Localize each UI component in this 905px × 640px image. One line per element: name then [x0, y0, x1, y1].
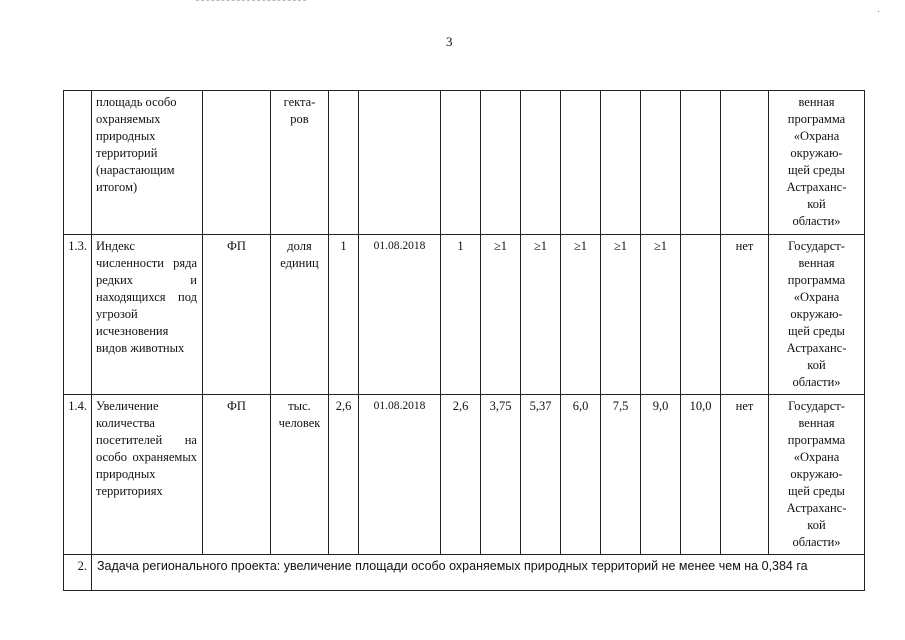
- unit: гекта- ров: [271, 91, 329, 235]
- value-2021: ≥1: [521, 235, 561, 395]
- table-row: [64, 235, 865, 395]
- flag: [721, 91, 769, 235]
- indicators-table: [63, 90, 865, 591]
- indicator-type: ФП: [203, 395, 271, 555]
- task-row: [64, 555, 865, 591]
- value-2024: [641, 91, 681, 235]
- value-2023: [601, 91, 641, 235]
- value-extra: [681, 91, 721, 235]
- row-number: [64, 91, 92, 235]
- value-2021: [521, 91, 561, 235]
- value-2020: ≥1: [481, 235, 521, 395]
- value-extra: [681, 235, 721, 395]
- value-2022: [561, 91, 601, 235]
- value-extra: 10,0: [681, 395, 721, 555]
- base-value: 2,6: [329, 395, 359, 555]
- value-2019: 2,6: [441, 395, 481, 555]
- scan-artifact-top: [196, 0, 306, 3]
- table-row: [64, 91, 865, 235]
- value-2020: [481, 91, 521, 235]
- value-2023: ≥1: [601, 235, 641, 395]
- indicator-name: Индекс численности ряда редких и находящихся под угрозой исчезновения видов животных: [92, 235, 203, 395]
- base-value: [329, 91, 359, 235]
- base-date: [359, 91, 441, 235]
- table-row: [64, 395, 865, 555]
- value-2021: 5,37: [521, 395, 561, 555]
- row-number: 1.3.: [64, 235, 92, 395]
- value-2024: 9,0: [641, 395, 681, 555]
- row-number: 1.4.: [64, 395, 92, 555]
- indicator-name: площадь особо охраняемых природных территорий (нарастающим итогом): [92, 91, 203, 235]
- unit: доля единиц: [271, 235, 329, 395]
- value-2019: [441, 91, 481, 235]
- unit: тыс. человек: [271, 395, 329, 555]
- page-number: 3: [446, 34, 453, 49]
- scan-artifact-side: ˙: [877, 10, 881, 21]
- value-2022: 6,0: [561, 395, 601, 555]
- value-2019: 1: [441, 235, 481, 395]
- value-2022: ≥1: [561, 235, 601, 395]
- indicator-type: [203, 91, 271, 235]
- value-2024: ≥1: [641, 235, 681, 395]
- task-text: Задача регионального проекта: увеличение площади особо охраняемых природных территорий не менее чем на 0,384 га: [92, 555, 865, 591]
- program: Государст- венная программа «Охрана окружаю- щей среды Астраханс- кой области»: [769, 395, 865, 555]
- flag: нет: [721, 395, 769, 555]
- task-number: 2.: [64, 555, 92, 591]
- flag: нет: [721, 235, 769, 395]
- value-2020: 3,75: [481, 395, 521, 555]
- program: Государст- венная программа «Охрана окружаю- щей среды Астраханс- кой области»: [769, 235, 865, 395]
- base-date: 01.08.2018: [359, 395, 441, 555]
- indicator-type: ФП: [203, 235, 271, 395]
- base-value: 1: [329, 235, 359, 395]
- program: венная программа «Охрана окружаю- щей среды Астраханс- кой области»: [769, 91, 865, 235]
- indicator-name: Увеличение количества посетителей на особо охраняемых природных территориях: [92, 395, 203, 555]
- value-2023: 7,5: [601, 395, 641, 555]
- base-date: 01.08.2018: [359, 235, 441, 395]
